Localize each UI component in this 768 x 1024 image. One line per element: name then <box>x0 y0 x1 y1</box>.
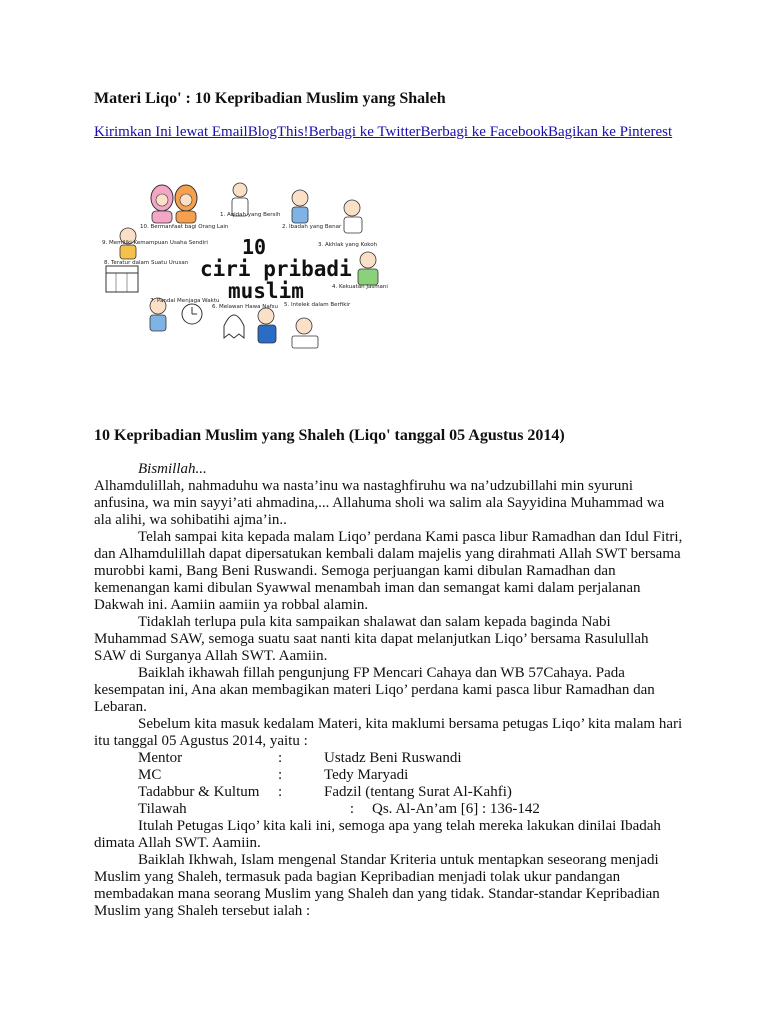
paragraph-petugas-closing: Itulah Petugas Liqo’ kita kali ini, semoga apa yang telah mereka lakukan dinilai Ibadah dimata Allah SWT. Aamiin. <box>94 818 661 851</box>
illus-label-3: 3. Akhlak yang Kokoh <box>318 242 378 248</box>
bismillah-line: Bismillah... <box>138 461 207 477</box>
figure-boy-blue <box>258 308 276 343</box>
paragraph-opening: Alhamdulillah, nahmaduhu wa nasta’inu wa nastaghfiruhu wa na’udzubillahi min syuruni anfusina, wa min sayyi’ati ahmadina,... Allahuma sholi wa salim ala Sayyidina Muhammad wa ala alihi, wa sohibatihi ajma’in.. <box>94 478 665 528</box>
section-subtitle: 10 Kepribadian Muslim yang Shaleh (Liqo' tanggal 05 Agustus 2014) <box>94 427 565 444</box>
paragraph-petugas-intro: Sebelum kita masuk kedalam Materi, kita maklumi bersama petugas Liqo’ kita malam hari itu tanggal 05 Agustus 2014, yaitu : <box>94 716 683 749</box>
illus-label-1: 1. Aqidah yang Bersih <box>220 212 281 218</box>
illus-label-10: 10. Bermanfaat bagi Orang Lain <box>140 224 229 230</box>
role-name: Ustadz Beni Ruswandi <box>324 750 462 766</box>
illus-label-9: 9. Memiliki Kemampuan Usaha Sendiri <box>102 240 208 246</box>
role-row-tadabbur <box>94 784 684 801</box>
role-row-mentor <box>94 750 684 767</box>
illus-label-8: 8. Teratur dalam Suatu Urusan <box>104 260 189 266</box>
paragraph-liqo-perdana: Telah sampai kita kepada malam Liqo’ perdana Kami pasca libur Ramadhan dan Idul Fitri, dan Alhamdulillah dapat dipersatukan kembali dalam majelis yang dirahmati Allah SWT bersama murobbi kami, Bang Beni Ruswandi. Semoga perjuangan kami dibulan Ramadhan dan kemenangan kami dibulan Syawwal menambah iman dan semangat kami dalam perjalanan Dakwah ini. Aamiin aamiin ya robbal alamin. <box>94 529 683 613</box>
role-label: Mentor <box>138 750 183 766</box>
role-row-tilawah <box>94 801 684 818</box>
illus-label-5: 5. Intelek dalam Berfikir <box>284 302 351 308</box>
role-name: Fadzil (tentang Surat Al-Kahfi) <box>324 784 512 800</box>
paragraph-standar-kriteria: Baiklah Ikhwah, Islam mengenal Standar Kriteria untuk mentapkan seseorang menjadi Muslim yang Shaleh, termasuk pada bagian Kepribadian menjadi tolak ukur pandangan membadakan mana seorang Muslim yang Shaleh dan yang tidak. Standar-standar Kepribadian Muslim yang Shaleh tersebut ialah : <box>94 852 660 919</box>
role-label: Tadabbur & Kultum <box>138 784 260 800</box>
role-label: MC <box>138 767 162 783</box>
role-separator: : <box>278 784 283 800</box>
illus-label-4: 4. Kekuatan Jasmani <box>332 284 388 290</box>
illus-heading-line2: muslim <box>228 279 304 303</box>
illus-label-2: 2. Ibadah yang Benar <box>282 224 342 230</box>
share-blogthis-link[interactable]: BlogThis! <box>247 124 309 140</box>
ten-traits-illustration <box>100 176 410 362</box>
article-body <box>94 461 684 920</box>
share-twitter-link[interactable]: Berbagi ke Twitter <box>308 124 421 140</box>
role-separator: : <box>278 750 283 766</box>
share-email-link[interactable]: Kirimkan Ini lewat Email <box>94 124 248 140</box>
clock-icon <box>182 304 202 324</box>
share-links <box>94 124 674 141</box>
role-separator: : <box>278 767 283 783</box>
figure-girl-orange <box>175 185 197 223</box>
share-pinterest-link[interactable]: Bagikan ke Pinterest <box>548 124 673 140</box>
role-row-mc <box>94 767 684 784</box>
role-separator: : <box>349 801 354 817</box>
illus-label-7: 7. Pandai Menjaga Waktu <box>150 298 220 304</box>
illus-label-6: 6. Melawan Hawa Nafsu <box>212 304 279 310</box>
role-name: Qs. Al-An’am [6] : 136-142 <box>372 801 540 817</box>
calendar-icon <box>106 266 138 292</box>
figure-girl-pink <box>151 185 173 223</box>
paragraph-greeting: Baiklah ikhawah fillah pengunjung FP Mencari Cahaya dan WB 57Cahaya. Pada kesempatan ini, Ana akan membagikan materi Liqo’ perdana kami pasca libur Ramadhan dan Lebaran. <box>94 665 655 715</box>
role-label: Tilawah <box>138 801 187 817</box>
share-facebook-link[interactable]: Berbagi ke Facebook <box>420 124 549 140</box>
page-title: Materi Liqo' : 10 Kepribadian Muslim yang Shaleh <box>94 90 446 107</box>
paragraph-shalawat: Tidaklah terlupa pula kita sampaikan shalawat dan salam kepada baginda Nabi Muhammad SAW, semoga suatu saat nanti kita dapat melanjutkan Liqo’ bersama Rasulullah SAW di Surganya Allah SWT. Aamiin. <box>94 614 649 664</box>
illus-heading-line1: ciri pribadi <box>200 257 352 281</box>
illus-heading-number: 10 <box>242 235 267 259</box>
role-name: Tedy Maryadi <box>324 767 409 783</box>
